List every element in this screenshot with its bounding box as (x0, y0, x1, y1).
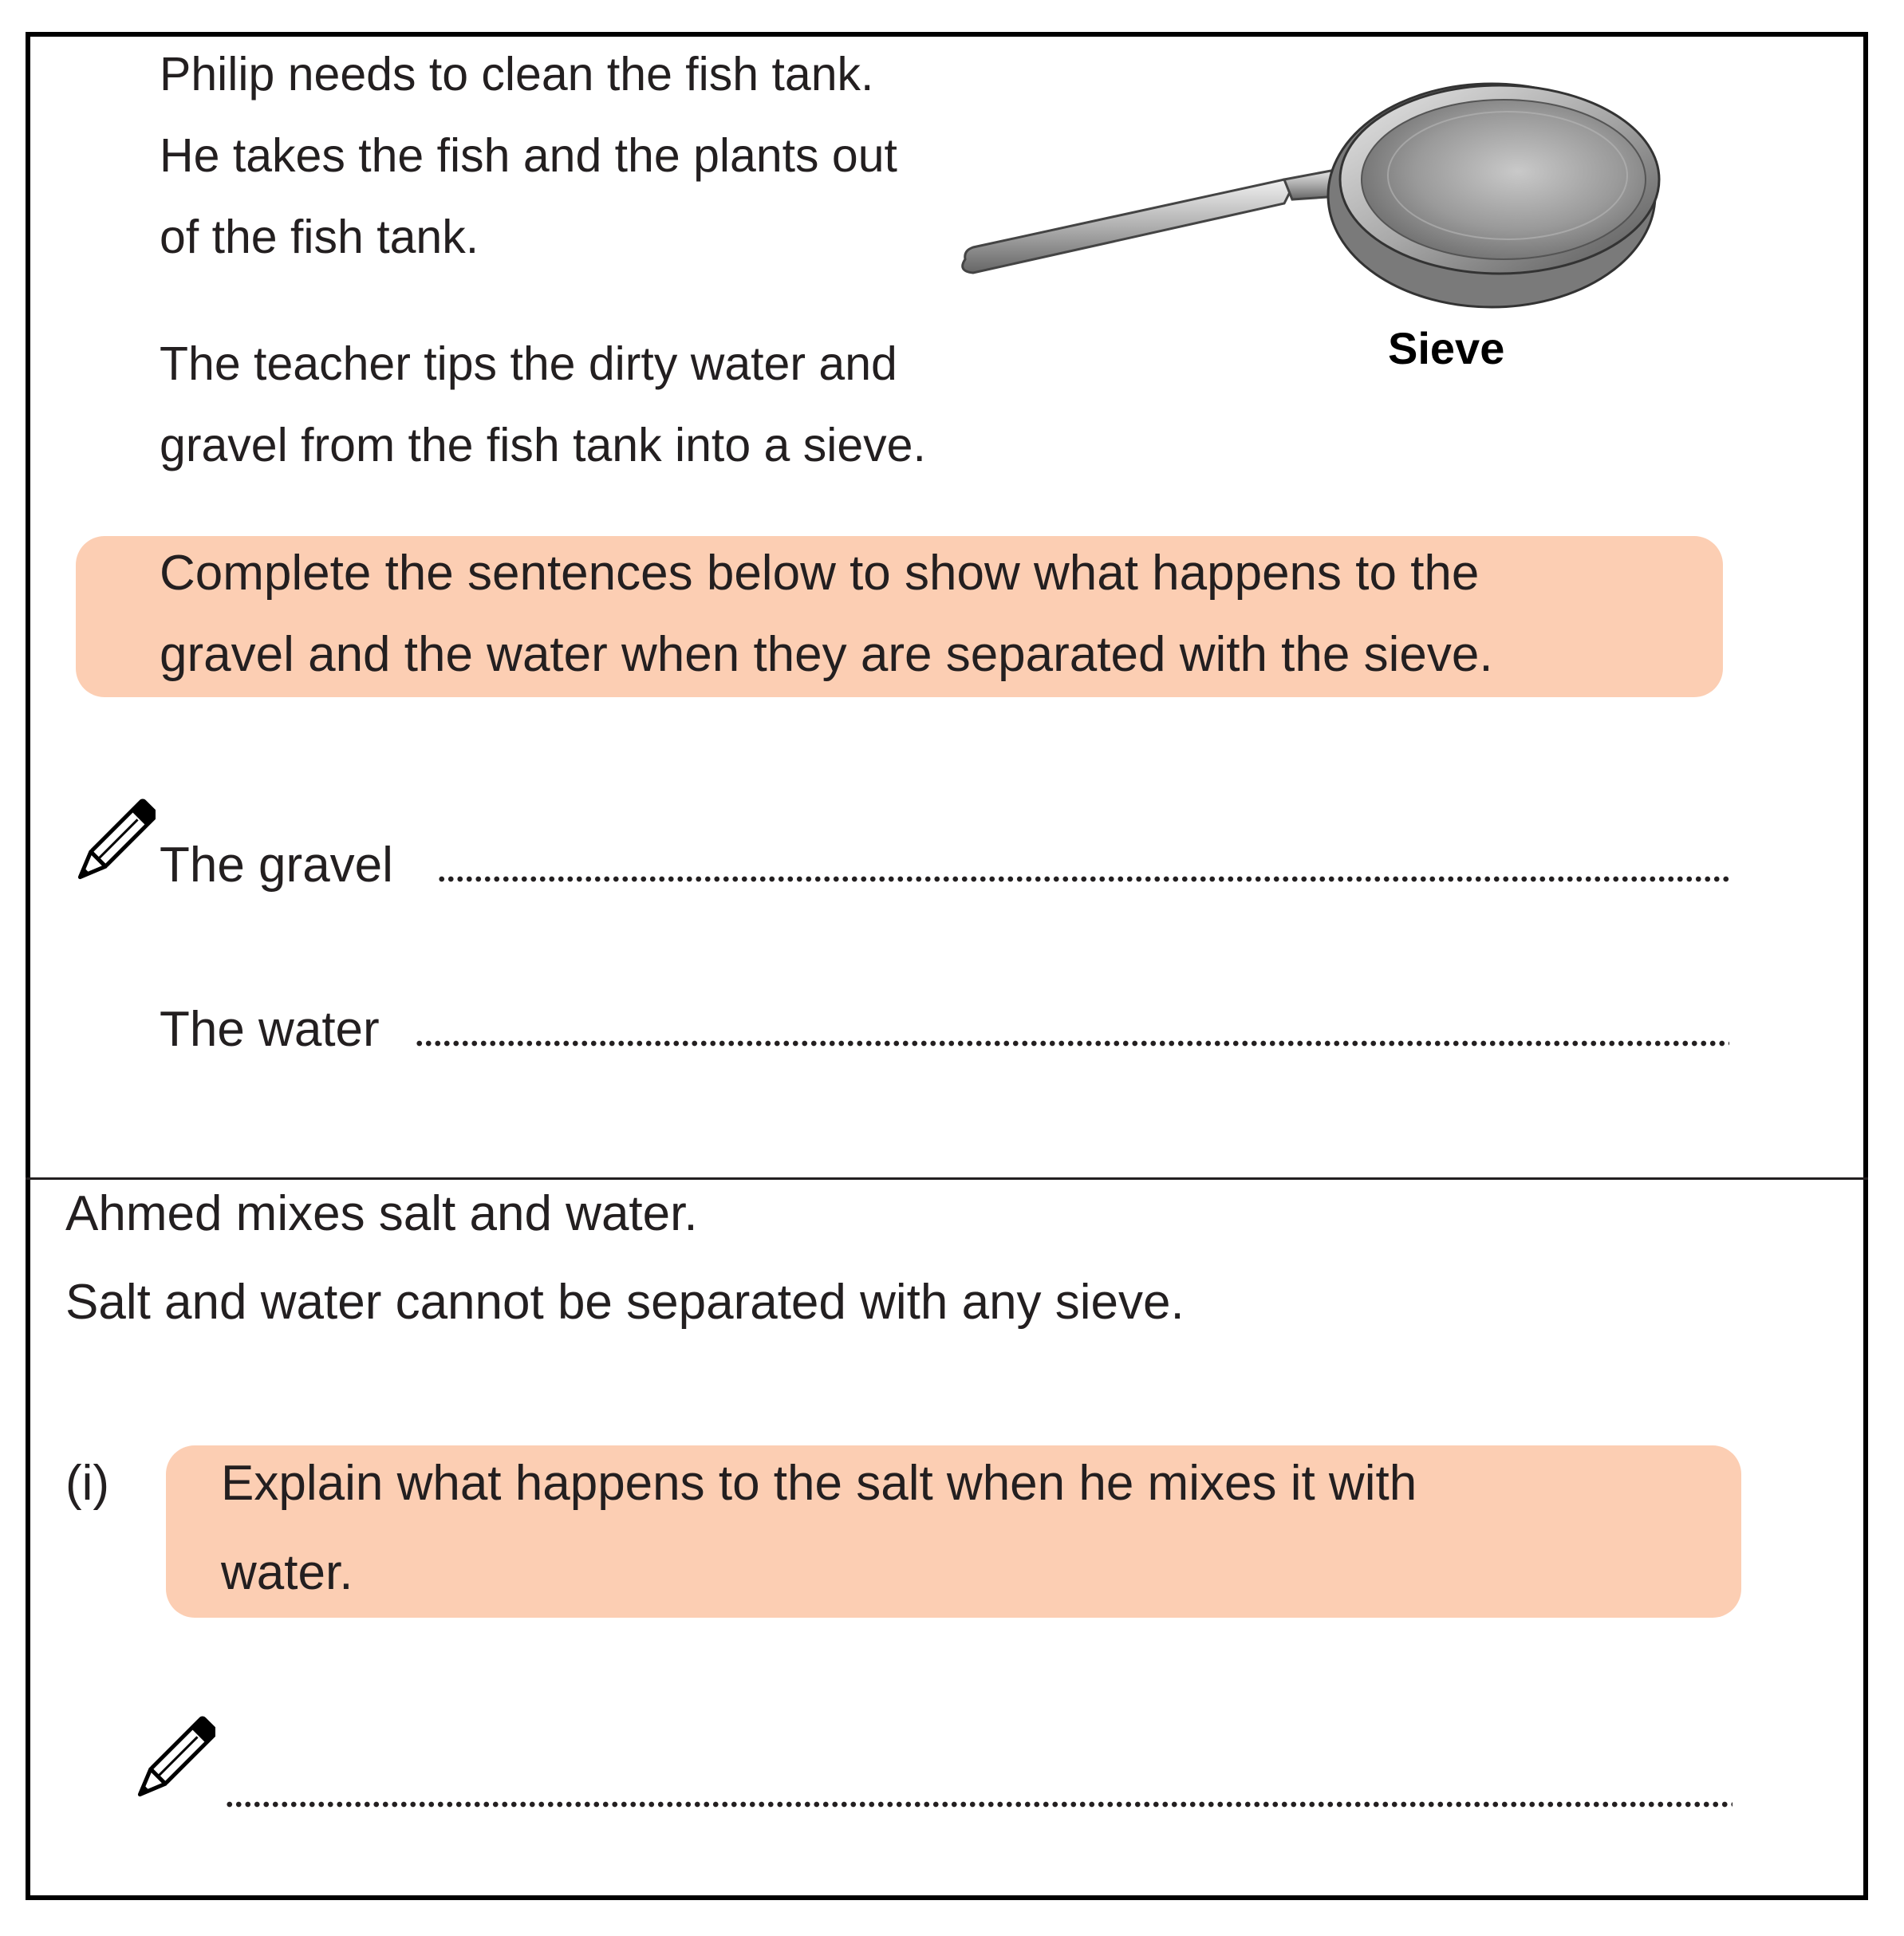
intro-line: of the fish tank. (160, 211, 479, 263)
water-prompt: The water (160, 1002, 380, 1057)
part-label: (i) (65, 1456, 110, 1511)
intro-line: Philip needs to clean the fish tank. (160, 48, 874, 101)
task-line: water. (221, 1545, 353, 1600)
gravel-answer-line[interactable] (437, 875, 1729, 883)
salt-answer-line[interactable] (225, 1800, 1733, 1808)
pencil-icon (68, 798, 156, 893)
gravel-prompt: The gravel (160, 838, 393, 893)
task-line: Explain what happens to the salt when he mixes it with (221, 1456, 1417, 1511)
task-line: Complete the sentences below to show what happens to the (160, 546, 1480, 601)
intro-line: He takes the fish and the plants out (160, 129, 897, 182)
task-line: gravel and the water when they are separated with the sieve. (160, 627, 1493, 682)
teacher-line: The teacher tips the dirty water and (160, 337, 897, 390)
question-divider (26, 1177, 1868, 1180)
intro-line: Ahmed mixes salt and water. (65, 1186, 698, 1241)
pencil-icon (128, 1715, 215, 1811)
sieve-caption: Sieve (1388, 323, 1505, 373)
intro-line: Salt and water cannot be separated with any sieve. (65, 1275, 1185, 1330)
water-answer-line[interactable] (415, 1039, 1729, 1047)
sieve-image (949, 48, 1667, 319)
teacher-line: gravel from the fish tank into a sieve. (160, 419, 926, 471)
